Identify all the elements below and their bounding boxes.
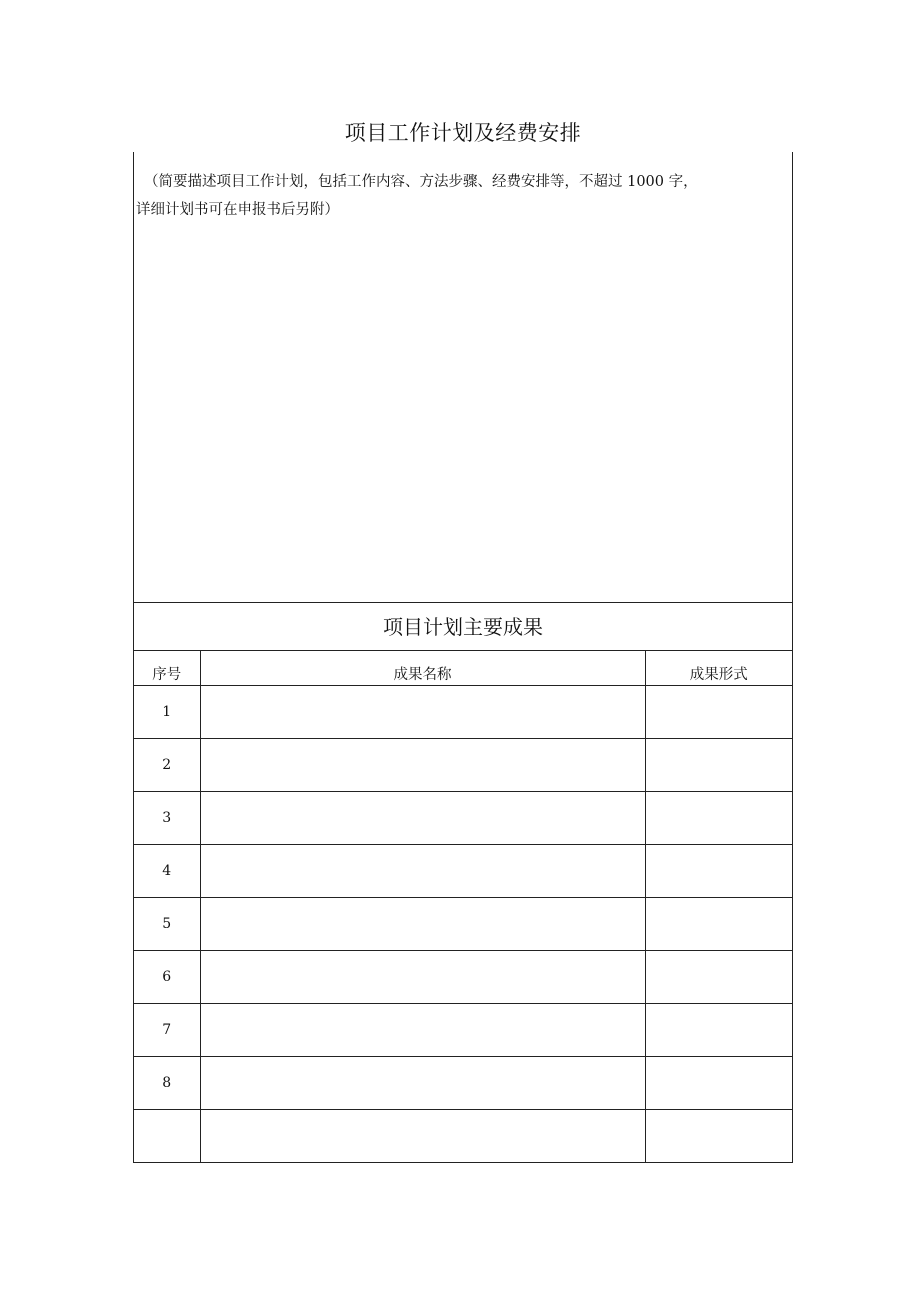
- row-name-cell[interactable]: [200, 739, 645, 792]
- results-table: [134, 651, 792, 1162]
- results-title: 项目计划主要成果: [134, 602, 792, 651]
- header-name: 成果名称: [200, 651, 645, 686]
- row-form-cell[interactable]: [645, 1110, 792, 1163]
- row-name-cell[interactable]: [200, 1057, 645, 1110]
- row-seq: 5: [134, 898, 200, 951]
- row-form-cell[interactable]: [645, 845, 792, 898]
- plan-instruction: [136, 168, 786, 224]
- row-name-cell[interactable]: [200, 898, 645, 951]
- row-form-cell[interactable]: [645, 686, 792, 739]
- row-seq: 3: [134, 792, 200, 845]
- row-seq: [134, 1110, 200, 1163]
- row-name-cell[interactable]: [200, 1004, 645, 1057]
- table-row: [134, 845, 792, 898]
- page-title: 项目工作计划及经费安排: [344, 121, 582, 145]
- table-row: [134, 898, 792, 951]
- row-form-cell[interactable]: [645, 1004, 792, 1057]
- row-seq: 2: [134, 739, 200, 792]
- row-seq: 6: [134, 951, 200, 1004]
- row-form-cell[interactable]: [645, 898, 792, 951]
- plan-instruction-line-2: 详细计划书可在申报书后另附）: [136, 202, 339, 218]
- table-row: [134, 686, 792, 739]
- row-name-cell[interactable]: [200, 686, 645, 739]
- row-form-cell[interactable]: [645, 1057, 792, 1110]
- table-row: [134, 792, 792, 845]
- table-row: [134, 951, 792, 1004]
- row-name-cell[interactable]: [200, 1110, 645, 1163]
- plan-instruction-line-1: （简要描述项目工作计划，包括工作内容、方法步骤、经费安排等，不超过 1000 字，: [144, 174, 698, 190]
- row-form-cell[interactable]: [645, 739, 792, 792]
- row-form-cell[interactable]: [645, 792, 792, 845]
- table-row: [134, 1004, 792, 1057]
- row-seq: 4: [134, 845, 200, 898]
- table-row: [134, 1110, 792, 1163]
- row-seq: 7: [134, 1004, 200, 1057]
- header-seq: 序号: [134, 651, 200, 686]
- row-name-cell[interactable]: [200, 792, 645, 845]
- row-name-cell[interactable]: [200, 951, 645, 1004]
- work-plan-box[interactable]: [133, 152, 793, 603]
- row-name-cell[interactable]: [200, 845, 645, 898]
- results-section: [133, 602, 793, 1163]
- header-form: 成果形式: [645, 651, 792, 686]
- table-row: [134, 1057, 792, 1110]
- row-form-cell[interactable]: [645, 951, 792, 1004]
- row-seq: 1: [134, 686, 200, 739]
- table-row: [134, 739, 792, 792]
- row-seq: 8: [134, 1057, 200, 1110]
- results-header-row: [134, 651, 792, 686]
